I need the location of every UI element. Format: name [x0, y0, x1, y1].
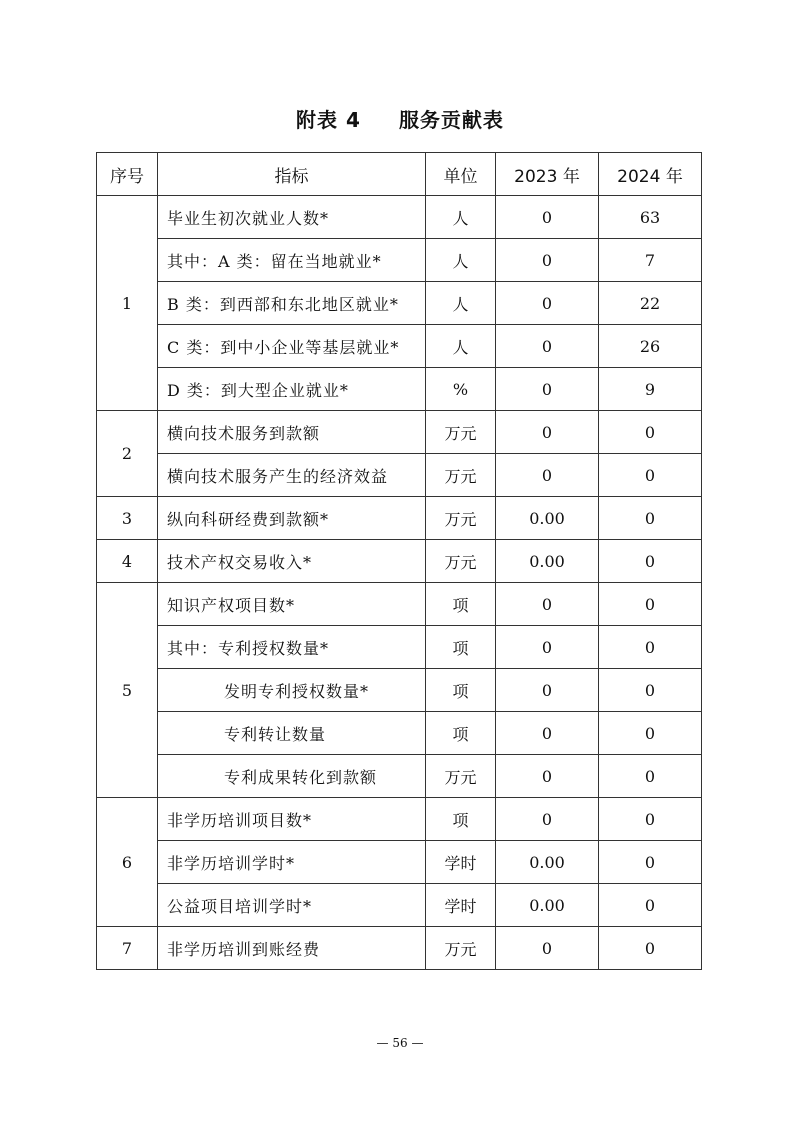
cell-seq: 1 — [97, 196, 158, 411]
cell-indicator: 其中：专利授权数量* — [158, 626, 426, 669]
cell-seq: 7 — [97, 927, 158, 970]
table-row — [97, 454, 702, 497]
cell-seq: 2 — [97, 411, 158, 497]
cell-unit: 人 — [426, 325, 496, 368]
cell-indicator: 非学历培训学时* — [158, 841, 426, 884]
cell-unit: 万元 — [426, 411, 496, 454]
cell-indicator: 知识产权项目数* — [158, 583, 426, 626]
cell-2024: 0 — [599, 755, 702, 798]
cell-2024: 0 — [599, 798, 702, 841]
header-seq: 序号 — [97, 153, 158, 196]
cell-2023: 0 — [496, 927, 599, 970]
title-appendix-label: 附表 4 — [296, 108, 361, 132]
cell-unit: 万元 — [426, 540, 496, 583]
cell-indicator: 毕业生初次就业人数* — [158, 196, 426, 239]
table-row — [97, 669, 702, 712]
table-row — [97, 841, 702, 884]
cell-2024: 0 — [599, 583, 702, 626]
cell-2024: 0 — [599, 884, 702, 927]
cell-2023: 0 — [496, 712, 599, 755]
service-contribution-table — [96, 152, 702, 970]
cell-indicator: 其中：A 类：留在当地就业* — [158, 239, 426, 282]
cell-2023: 0 — [496, 368, 599, 411]
title-table-name: 服务贡献表 — [398, 108, 504, 132]
table-row — [97, 368, 702, 411]
cell-2023: 0 — [496, 583, 599, 626]
table-row — [97, 798, 702, 841]
table-row — [97, 626, 702, 669]
cell-unit: 万元 — [426, 497, 496, 540]
cell-indicator: 技术产权交易收入* — [158, 540, 426, 583]
table-row — [97, 196, 702, 239]
cell-indicator: 发明专利授权数量* — [158, 669, 426, 712]
cell-2023: 0.00 — [496, 497, 599, 540]
cell-2023: 0.00 — [496, 884, 599, 927]
cell-2024: 7 — [599, 239, 702, 282]
cell-indicator: C 类：到中小企业等基层就业* — [158, 325, 426, 368]
cell-seq: 5 — [97, 583, 158, 798]
table-row — [97, 927, 702, 970]
cell-unit: 项 — [426, 669, 496, 712]
cell-2024: 0 — [599, 669, 702, 712]
cell-2023: 0 — [496, 798, 599, 841]
cell-indicator: 公益项目培训学时* — [158, 884, 426, 927]
cell-2024: 0 — [599, 497, 702, 540]
table-row — [97, 712, 702, 755]
cell-unit: 万元 — [426, 927, 496, 970]
cell-2024: 26 — [599, 325, 702, 368]
table-row — [97, 497, 702, 540]
header-2023: 2023 年 — [496, 153, 599, 196]
table-header-row — [97, 153, 702, 196]
cell-2024: 0 — [599, 841, 702, 884]
cell-2023: 0 — [496, 755, 599, 798]
table-body — [97, 196, 702, 970]
cell-indicator: 横向技术服务产生的经济效益 — [158, 454, 426, 497]
cell-seq: 6 — [97, 798, 158, 927]
table-row — [97, 325, 702, 368]
cell-indicator: B 类：到西部和东北地区就业* — [158, 282, 426, 325]
cell-2023: 0 — [496, 282, 599, 325]
cell-2023: 0 — [496, 325, 599, 368]
cell-indicator: 专利转让数量 — [158, 712, 426, 755]
cell-unit: 人 — [426, 282, 496, 325]
cell-unit: 学时 — [426, 841, 496, 884]
page-number: — 56 — — [376, 1036, 424, 1050]
cell-unit: 人 — [426, 196, 496, 239]
cell-2023: 0 — [496, 411, 599, 454]
table-row — [97, 755, 702, 798]
cell-2023: 0 — [496, 626, 599, 669]
cell-2024: 0 — [599, 540, 702, 583]
cell-unit: 项 — [426, 626, 496, 669]
cell-unit: 项 — [426, 712, 496, 755]
cell-2023: 0 — [496, 454, 599, 497]
table-row — [97, 884, 702, 927]
cell-unit: 学时 — [426, 884, 496, 927]
header-unit: 单位 — [426, 153, 496, 196]
cell-unit: % — [426, 368, 496, 411]
table-row — [97, 540, 702, 583]
cell-seq: 4 — [97, 540, 158, 583]
cell-indicator: D 类：到大型企业就业* — [158, 368, 426, 411]
cell-2024: 0 — [599, 454, 702, 497]
table-row — [97, 239, 702, 282]
cell-unit: 人 — [426, 239, 496, 282]
cell-2024: 0 — [599, 411, 702, 454]
cell-2023: 0.00 — [496, 540, 599, 583]
cell-unit: 万元 — [426, 454, 496, 497]
cell-2023: 0 — [496, 669, 599, 712]
page-title — [0, 104, 800, 133]
cell-2023: 0 — [496, 239, 599, 282]
header-indicator: 指标 — [158, 153, 426, 196]
cell-2024: 9 — [599, 368, 702, 411]
table-row — [97, 282, 702, 325]
cell-indicator: 纵向科研经费到款额* — [158, 497, 426, 540]
table-row — [97, 583, 702, 626]
cell-2024: 0 — [599, 712, 702, 755]
cell-2024: 63 — [599, 196, 702, 239]
cell-indicator: 非学历培训项目数* — [158, 798, 426, 841]
cell-unit: 项 — [426, 583, 496, 626]
cell-2024: 0 — [599, 626, 702, 669]
cell-2023: 0.00 — [496, 841, 599, 884]
cell-indicator: 非学历培训到账经费 — [158, 927, 426, 970]
cell-indicator: 专利成果转化到款额 — [158, 755, 426, 798]
table-row — [97, 411, 702, 454]
cell-unit: 万元 — [426, 755, 496, 798]
cell-indicator: 横向技术服务到款额 — [158, 411, 426, 454]
cell-2023: 0 — [496, 196, 599, 239]
cell-2024: 0 — [599, 927, 702, 970]
cell-2024: 22 — [599, 282, 702, 325]
cell-unit: 项 — [426, 798, 496, 841]
header-2024: 2024 年 — [599, 153, 702, 196]
cell-seq: 3 — [97, 497, 158, 540]
